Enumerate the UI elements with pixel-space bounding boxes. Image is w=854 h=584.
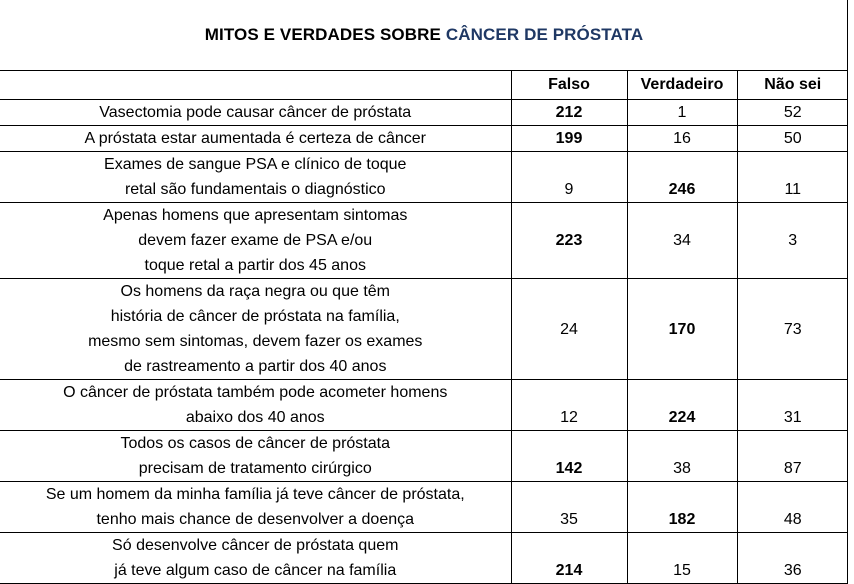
header-falso: Falso [511, 71, 627, 100]
falso-cell: 212 [511, 100, 627, 126]
question-line: história de câncer de próstata na família, [110, 308, 400, 325]
falso-cell: 24 [511, 279, 627, 380]
table-row [0, 431, 848, 482]
question-line: abaixo dos 40 anos [185, 409, 325, 426]
nao-sei-cell: 31 [737, 380, 848, 431]
table-row [0, 279, 848, 380]
survey-table [0, 70, 848, 584]
question-line: toque retal a partir dos 45 anos [144, 257, 366, 274]
question-line: devem fazer exame de PSA e/ou [138, 232, 373, 249]
table-row [0, 533, 848, 584]
nao-sei-cell: 36 [737, 533, 848, 584]
nao-sei-cell: 50 [737, 126, 848, 152]
falso-cell: 199 [511, 126, 627, 152]
header-nao-sei: Não sei [737, 71, 848, 100]
nao-sei-cell: 73 [737, 279, 848, 380]
question-cell [0, 482, 511, 533]
question-cell [0, 279, 511, 380]
title-main: MITOS E VERDADES SOBRE [204, 25, 441, 44]
question-line: de rastreamento a partir dos 40 anos [124, 358, 387, 375]
question-cell [0, 431, 511, 482]
falso-cell: 35 [511, 482, 627, 533]
nao-sei-cell: 3 [737, 203, 848, 279]
falso-cell: 142 [511, 431, 627, 482]
question-line: Exames de sangue PSA e clínico de toque [104, 156, 407, 173]
falso-cell: 214 [511, 533, 627, 584]
question-line: já teve algum caso de câncer na família [114, 562, 397, 579]
question-cell [0, 152, 511, 203]
nao-sei-cell: 11 [737, 152, 848, 203]
verdadeiro-cell: 246 [627, 152, 737, 203]
header-verdadeiro: Verdadeiro [627, 71, 737, 100]
table-row [0, 152, 848, 203]
question-line: Apenas homens que apresentam sintomas [103, 207, 408, 224]
question-line: A próstata estar aumentada é certeza de câncer [84, 130, 427, 147]
question-line: Se um homem da minha família já teve câncer de próstata, [45, 486, 465, 503]
verdadeiro-cell: 15 [627, 533, 737, 584]
falso-cell: 12 [511, 380, 627, 431]
question-line: tenho mais chance de desenvolver a doença [96, 511, 415, 528]
question-cell [0, 380, 511, 431]
table-row [0, 100, 848, 126]
table-row [0, 380, 848, 431]
table-row [0, 482, 848, 533]
question-line: Só desenvolve câncer de próstata quem [112, 537, 399, 554]
nao-sei-cell: 48 [737, 482, 848, 533]
question-line: Os homens da raça negra ou que têm [120, 283, 390, 300]
table-header-row [0, 71, 848, 100]
title-accent: CÂNCER DE PRÓSTATA [445, 25, 644, 44]
falso-cell: 223 [511, 203, 627, 279]
table-row [0, 203, 848, 279]
verdadeiro-cell: 1 [627, 100, 737, 126]
question-line: precisam de tratamento cirúrgico [138, 460, 372, 477]
question-cell [0, 100, 511, 126]
table-row [0, 126, 848, 152]
verdadeiro-cell: 34 [627, 203, 737, 279]
nao-sei-cell: 52 [737, 100, 848, 126]
question-cell [0, 533, 511, 584]
question-cell [0, 203, 511, 279]
verdadeiro-cell: 182 [627, 482, 737, 533]
question-line: Todos os casos de câncer de próstata [120, 435, 390, 452]
question-line: mesmo sem sintomas, devem fazer os exames [88, 333, 423, 350]
verdadeiro-cell: 16 [627, 126, 737, 152]
question-line: retal são fundamentais o diagnóstico [124, 181, 386, 198]
question-line: O câncer de próstata também pode acometer homens [63, 384, 448, 401]
verdadeiro-cell: 170 [627, 279, 737, 380]
verdadeiro-cell: 38 [627, 431, 737, 482]
nao-sei-cell: 87 [737, 431, 848, 482]
page-title [0, 0, 848, 70]
question-line: Vasectomia pode causar câncer de próstata [99, 104, 412, 121]
header-question [0, 71, 511, 100]
question-cell [0, 126, 511, 152]
falso-cell: 9 [511, 152, 627, 203]
verdadeiro-cell: 224 [627, 380, 737, 431]
